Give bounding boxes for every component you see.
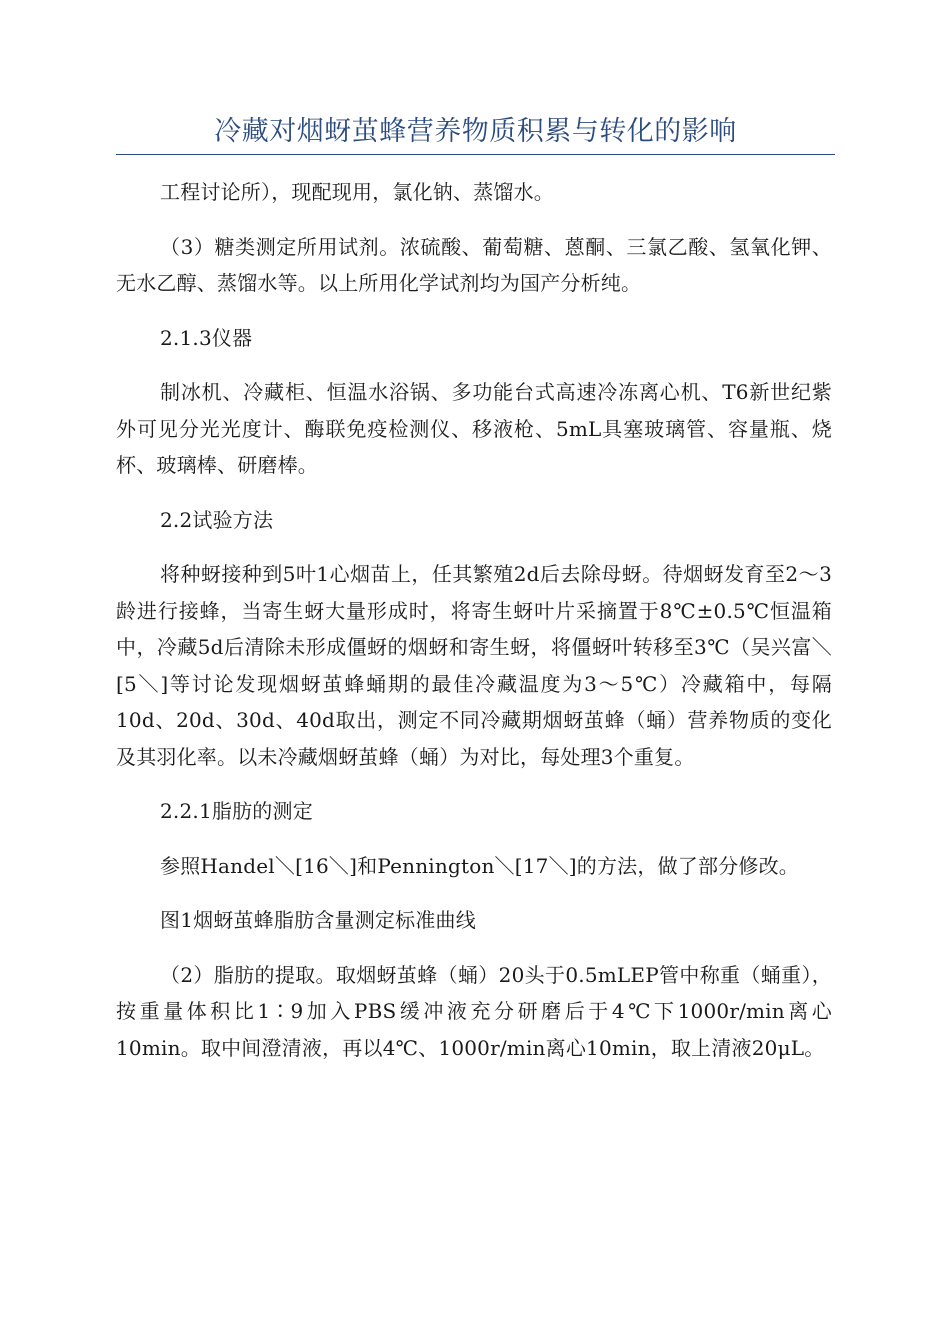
paragraph-fat-extraction: （2）脂肪的提取。取烟蚜茧蜂（蛹）20头于0.5mLEP管中称重（蛹重），按重量体积比1∶9加入PBS缓冲液充分研磨后于4℃下1000r/min离心10min。取中间澄清液，再以4℃、1000r/min离心10min，取上清液20μL。 (116, 962, 832, 1060)
paragraph-sugar-reagents: （3）糖类测定所用试剂。浓硫酸、葡萄糖、蒽酮、三氯乙酸、氢氧化钾、无水乙醇、蒸馏水等。以上所用化学试剂均为国产分析纯。 (116, 234, 832, 295)
page-title: 冷藏对烟蚜茧蜂营养物质积累与转化的影响 (214, 116, 737, 147)
paragraph-instruments: 制冰机、冷藏柜、恒温水浴锅、多功能台式高速冷冻离心机、T6新世纪紫外可见分光光度计、酶联免疫检测仪、移液枪、5mL具塞玻璃管、容量瓶、烧杯、玻璃棒、研磨棒。 (116, 380, 832, 477)
document-body (116, 174, 832, 1084)
paragraph-methods: 将种蚜接种到5叶1心烟苗上，任其繁殖2d后去除母蚜。待烟蚜发育至2～3龄进行接蜂，当寄生蚜大量形成时，将寄生蚜叶片采摘置于8℃±0.5℃恒温箱中，冷藏5d后清除未形成僵蚜的烟蚜和寄生蚜，将僵蚜叶转移至3℃（吴兴富＼[5＼]等讨论发现烟蚜茧蜂蛹期的最佳冷藏温度为3～5℃）冷藏箱中，每隔10d、20d、30d、40d取出，测定不同冷藏期烟蚜茧蜂（蛹）营养物质的变化及其羽化率。以未冷藏烟蚜茧蜂（蛹）为对比，每处理3个重复。 (116, 562, 832, 769)
paragraph-reagents-tail: 工程讨论所），现配现用，氯化钠、蒸馏水。 (160, 180, 554, 204)
paragraph-fat-reference: 参照Handel＼[16＼]和Pennington＼[17＼]的方法，做了部分修改。 (160, 853, 799, 878)
section-heading-instruments: 2.1.3仪器 (160, 325, 253, 350)
section-heading-fat: 2.2.1脂肪的测定 (160, 799, 313, 823)
title-underline (116, 154, 835, 155)
figure-caption: 图1烟蚜茧蜂脂肪含量测定标准曲线 (160, 908, 476, 932)
section-heading-methods: 2.2试验方法 (160, 507, 274, 532)
